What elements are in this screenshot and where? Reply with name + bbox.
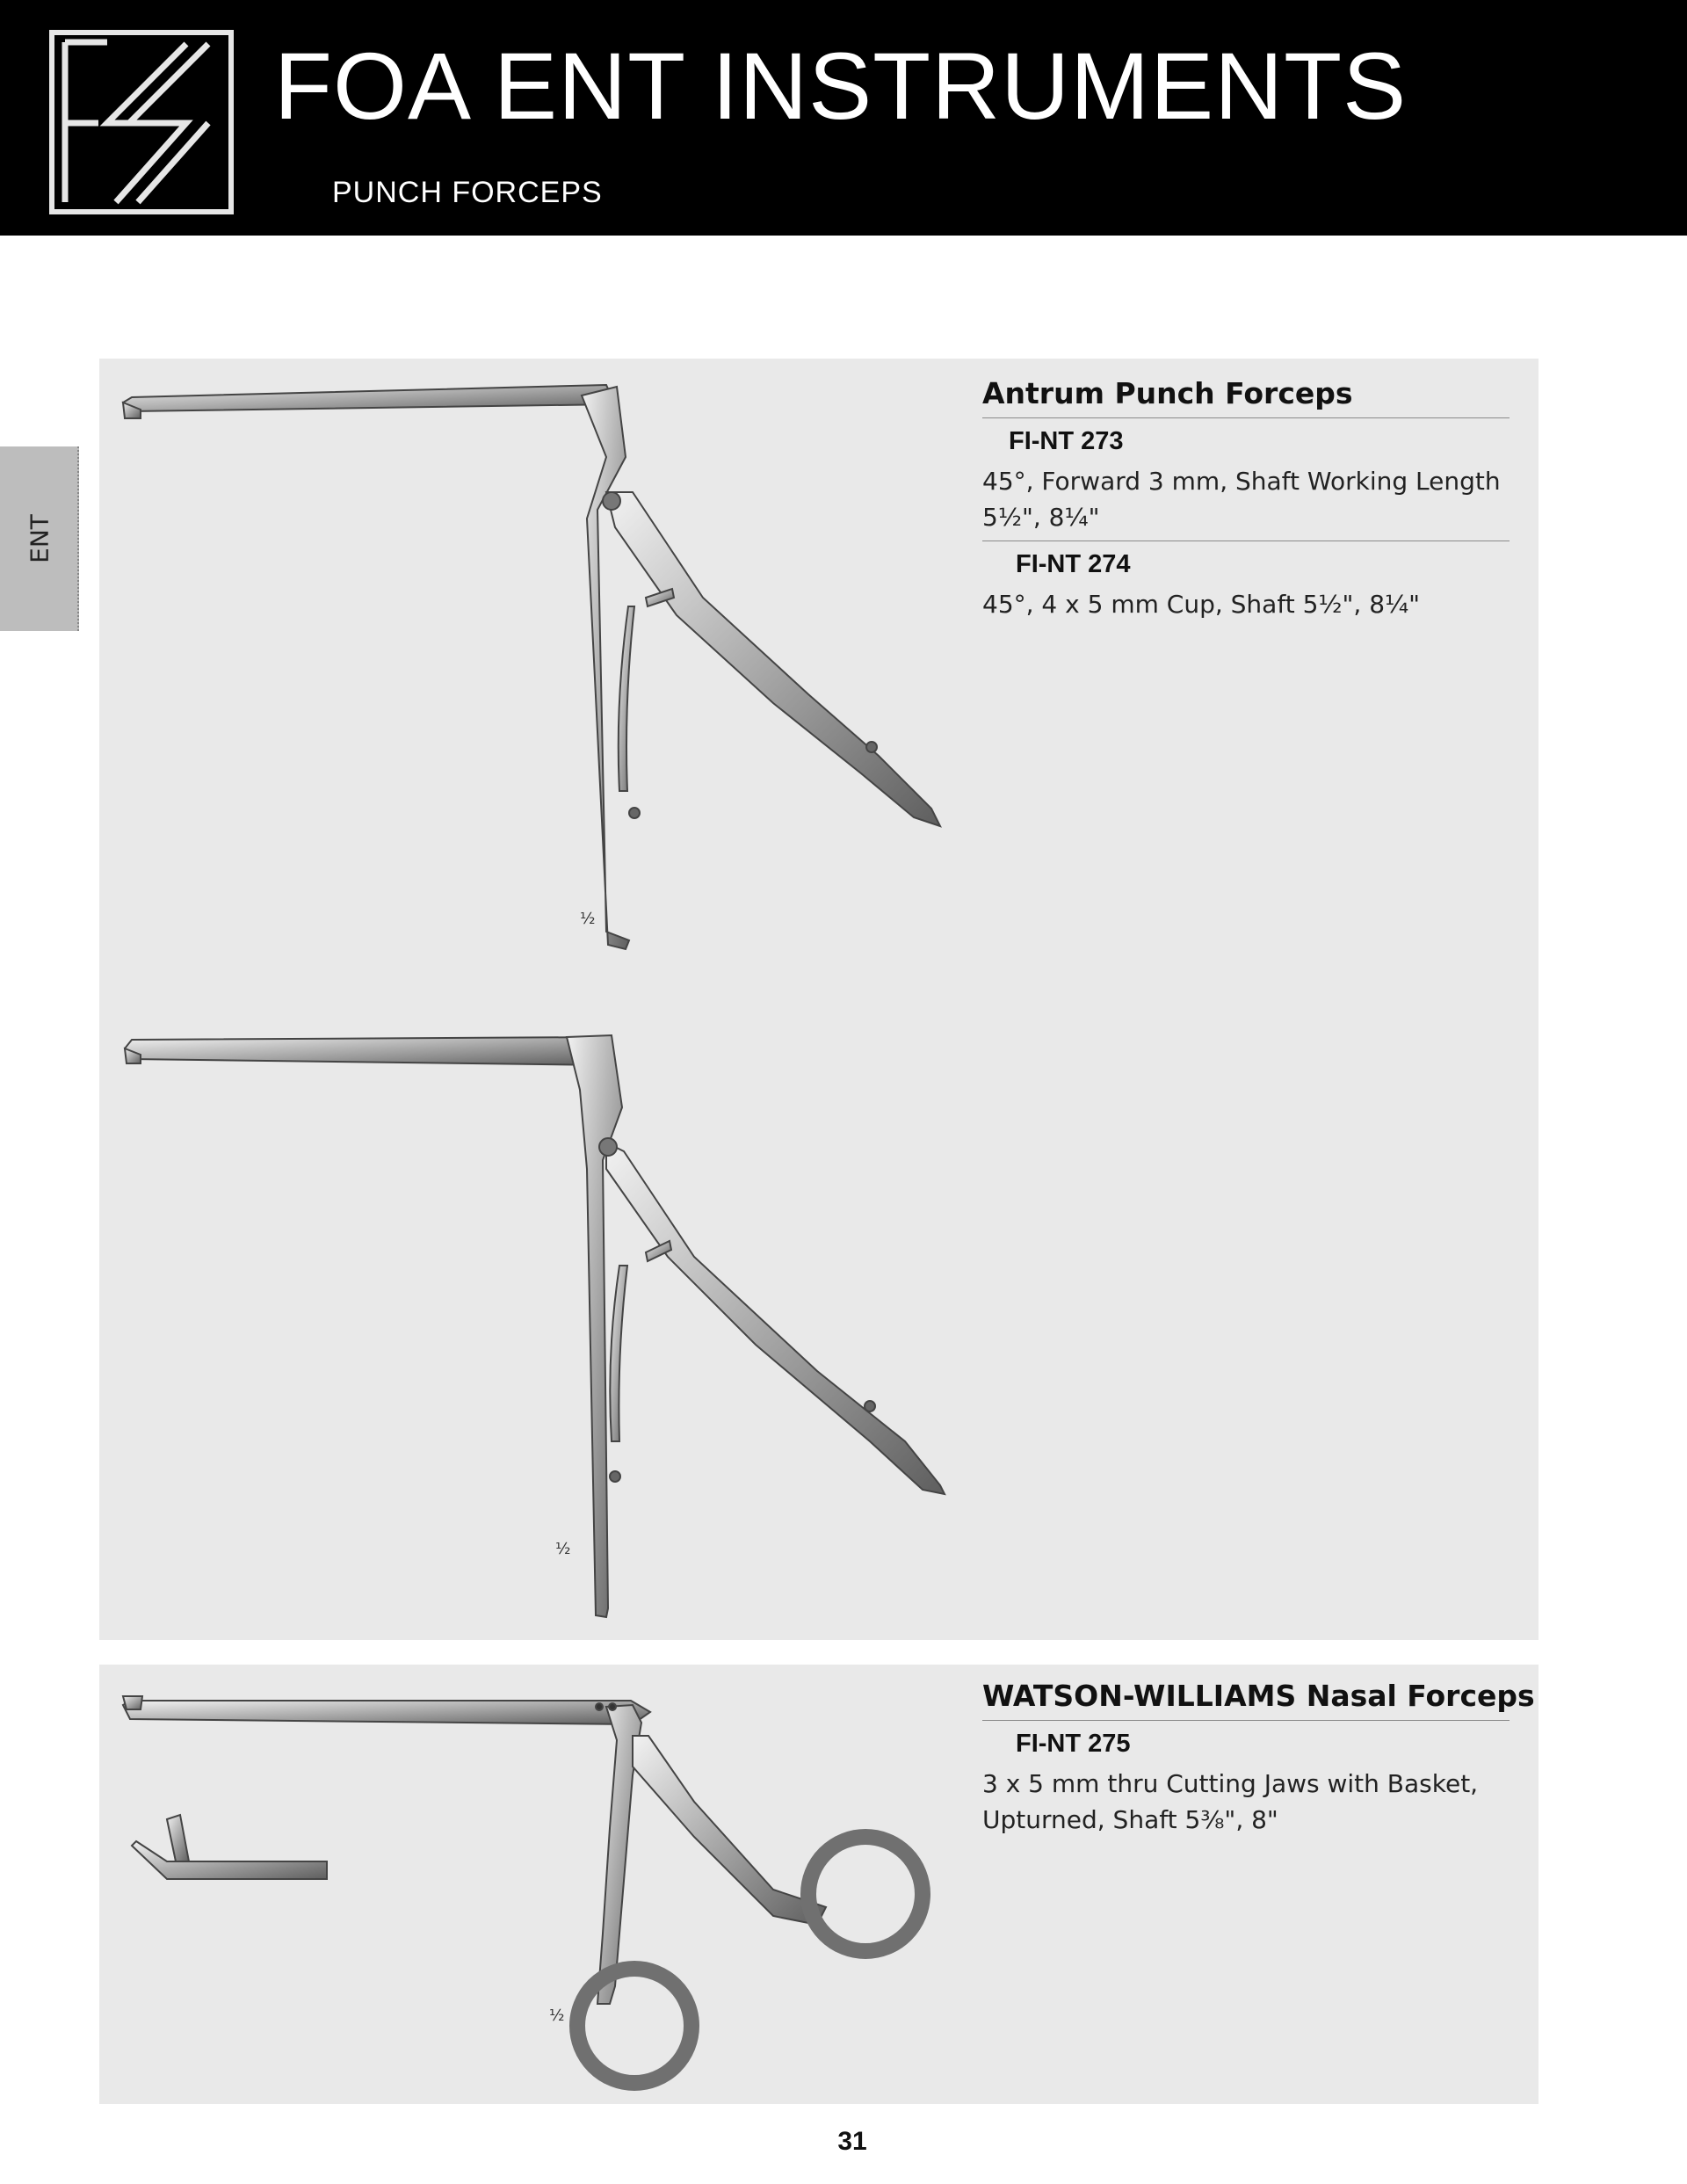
product-description: 45°, 4 x 5 mm Cup, Shaft 5½", 8¼" bbox=[982, 590, 1421, 619]
scale-label: ½ bbox=[549, 2006, 565, 2025]
product-title: WATSON-WILLIAMS Nasal Forceps bbox=[982, 1679, 1510, 1721]
side-tab-label: ENT bbox=[25, 514, 54, 563]
product-code: FI-NT 275 bbox=[1016, 1730, 1131, 1758]
product-description: 3 x 5 mm thru Cutting Jaws with Basket, Upturned, Shaft 5⅜", 8" bbox=[982, 1769, 1479, 1834]
scale-label: ½ bbox=[580, 910, 596, 928]
product-code: FI-NT 273 bbox=[1009, 427, 1124, 455]
product-code: FI-NT 274 bbox=[1016, 550, 1131, 578]
page-number: 31 bbox=[837, 2127, 867, 2156]
catalog-title: FOA ENT INSTRUMENTS bbox=[274, 33, 1408, 139]
scale-label: ½ bbox=[555, 1540, 571, 1558]
product-description: 45°, Forward 3 mm, Shaft Working Length 5½", 8¼" bbox=[982, 467, 1501, 532]
antrum-punch-forceps-image-1 bbox=[123, 385, 940, 949]
product-info-watson-williams bbox=[982, 1679, 1535, 1838]
antrum-punch-forceps-image-2 bbox=[125, 1035, 945, 1617]
section-subtitle: PUNCH FORCEPS bbox=[332, 176, 603, 209]
watson-williams-forceps-image bbox=[123, 1696, 923, 2083]
product-info-antrum bbox=[982, 376, 1510, 622]
product-title: Antrum Punch Forceps bbox=[982, 376, 1510, 418]
